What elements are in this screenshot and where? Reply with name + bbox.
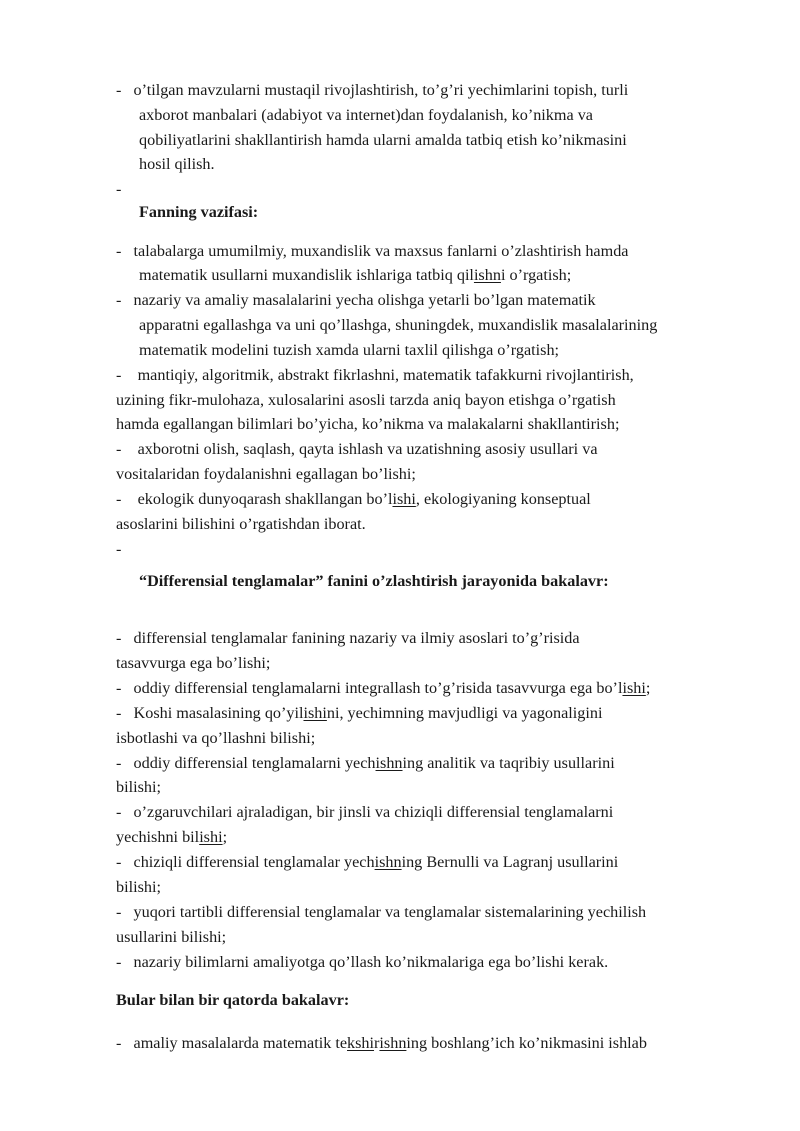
- list-dash: -: [116, 540, 122, 558]
- list-item: - talabalarga umumilmiy, muxandislik va maxsus fanlarni o’zlashtirish hamda: [116, 242, 629, 260]
- list-item: - differensial tenglamalar fanining nazariy va ilmiy asoslari to’g’risida: [116, 629, 580, 647]
- list-item: - yuqori tartibli differensial tenglamalar va tenglamalar sistemalarining yechilish: [116, 903, 647, 921]
- text-line: tasavvurga ega bo’lishi;: [116, 654, 271, 672]
- list-item: - chiziqli differensial tenglamalar yechishning Bernulli va Lagranj usullarini: [116, 853, 619, 871]
- text-line: axborot manbalari (adabiyot va internet)dan foydalanish, ko’nikma va: [139, 106, 593, 124]
- list-item: - oddiy differensial tenglamalarni yechishning analitik va taqribiy usullarini: [116, 754, 615, 772]
- underlined-fragment: ishn: [379, 1034, 407, 1052]
- section-heading: “Differensial tenglamalar” fanini o’zlashtirish jarayonida bakalavr:: [139, 572, 609, 590]
- underlined-fragment: ishi: [303, 704, 327, 722]
- underlined-fragment: ishn: [375, 754, 403, 772]
- underlined-fragment: ishi: [392, 490, 416, 508]
- text-line: asoslarini bilishini o’rgatishdan iborat.: [116, 515, 366, 533]
- list-item: - oddiy differensial tenglamalarni integrallash to’g’risida tasavvurga ega bo’lishi;: [116, 679, 651, 697]
- text-line: isbotlashi va qo’llashni bilishi;: [116, 729, 316, 747]
- list-item: - axborotni olish, saqlash, qayta ishlash va uzatishning asosiy usullari va: [116, 440, 598, 458]
- text-line: apparatni egallashga va uni qo’llashga, shuningdek, muxandislik masalalarining: [139, 316, 658, 334]
- list-item: - amaliy masalalarda matematik tekshirishning boshlang’ich ko’nikmasini ishlab: [116, 1034, 647, 1052]
- underlined-fragment: ishn: [374, 853, 402, 871]
- text-line: usullarini bilishi;: [116, 928, 227, 946]
- list-item: - nazariy bilimlarni amaliyotga qo’llash ko’nikmalariga ega bo’lishi kerak.: [116, 953, 609, 971]
- list-item: - o’zgaruvchilari ajraladigan, bir jinsli va chiziqli differensial tenglamalarni: [116, 803, 614, 821]
- list-item: - Koshi masalasining qo’yilishini, yechimning mavjudligi va yagonaligini: [116, 704, 603, 722]
- list-item: - o’tilgan mavzularni mustaqil rivojlashtirish, to’g’ri yechimlarini topish, turli: [116, 81, 629, 99]
- list-item: - nazariy va amaliy masalalarini yecha olishga yetarli bo’lgan matematik: [116, 291, 596, 309]
- list-item: - ekologik dunyoqarash shakllangan bo’lishi, ekologiyaning konseptual: [116, 490, 591, 508]
- underlined-fragment: ishi: [622, 679, 646, 697]
- underlined-fragment: ishn: [473, 266, 501, 284]
- text-line: matematik modelini tuzish xamda ularni taxlil qilishga o’rgatish;: [139, 341, 560, 359]
- text-line: hamda egallangan bilimlari bo’yicha, ko’nikma va malakalarni shakllantirish;: [116, 415, 620, 433]
- text-line: hosil qilish.: [139, 155, 215, 173]
- underlined-fragment: ishi: [199, 828, 223, 846]
- text-line: bilishi;: [116, 778, 161, 796]
- section-heading: Fanning vazifasi:: [139, 203, 259, 221]
- text-line: uzining fikr-mulohaza, xulosalarini asosli tarzda aniq bayon etishga o’rgatish: [116, 391, 616, 409]
- text-line: yechishni bilishi;: [116, 828, 228, 846]
- list-item: - mantiqiy, algoritmik, abstrakt fikrlashni, matematik tafakkurni rivojlantirish,: [116, 366, 634, 384]
- section-heading: Bular bilan bir qatorda bakalavr:: [116, 991, 350, 1009]
- text-line: vositalaridan foydalanishni egallagan bo’lishi;: [116, 465, 416, 483]
- list-dash: -: [116, 180, 122, 198]
- text-line: qobiliyatlarini shakllantirish hamda ularni amalda tatbiq etish ko’nikmasini: [139, 131, 627, 149]
- underlined-fragment: kshi: [347, 1034, 375, 1052]
- text-line: matematik usullarni muxandislik ishlariga tatbiq qilishni o’rgatish;: [139, 266, 572, 284]
- text-line: bilishi;: [116, 878, 161, 896]
